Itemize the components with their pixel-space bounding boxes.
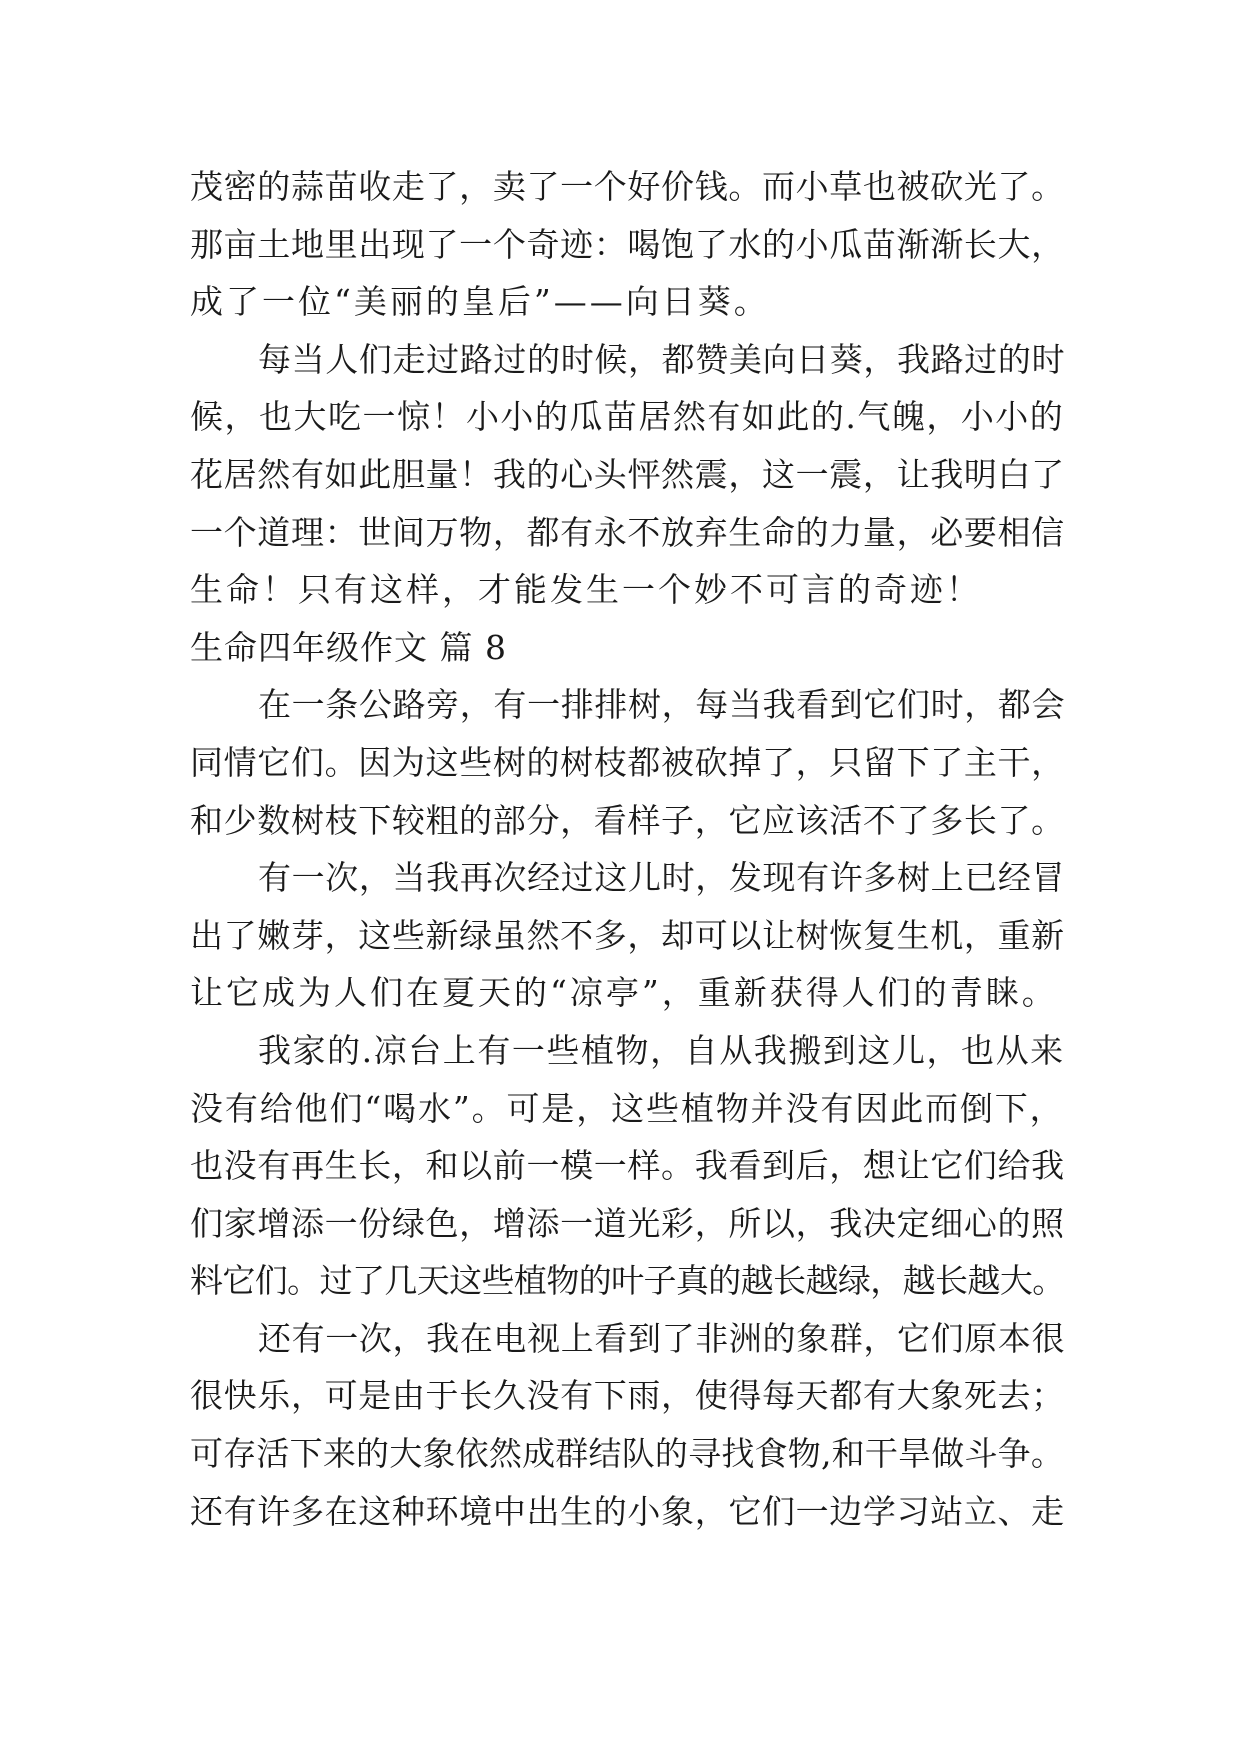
text-line: 和少数树枝下较粗的部分，看样子，它应该活不了多长了。: [190, 800, 1065, 840]
document-body: [190, 158, 1070, 1540]
text-line: 还有一次，我在电视上看到了非洲的象群，它们原本很: [258, 1318, 1066, 1358]
text-line: 每当人们走过路过的时候，都赞美向日葵，我路过的时: [258, 339, 1066, 379]
text-line: 出了嫩芽，这些新绿虽然不多，却可以让树恢复生机，重新: [190, 915, 1065, 955]
text-line: 一个道理：世间万物，都有永不放弃生命的力量，必要相信: [190, 512, 1065, 552]
text-line: 还有许多在这种环境中出生的小象，它们一边学习站立、走: [190, 1491, 1065, 1531]
text-line: 茂密的蒜苗收走了，卖了一个好价钱。而小草也被砍光了。: [190, 167, 1065, 206]
text-line: 花居然有如此胆量！我的心头怦然震，这一震，让我明白了: [190, 454, 1065, 494]
text-line: 成了一位“美丽的皇后”——向日葵。: [190, 282, 770, 322]
text-line: 在一条公路旁，有一排排树，每当我看到它们时，都会: [258, 685, 1066, 725]
text-line: 我家的.凉台上有一些植物，自从我搬到这儿，也从来: [258, 1030, 1065, 1070]
text-line: 没有给他们“喝水”。可是，这些植物并没有因此而倒下，: [190, 1088, 1065, 1128]
text-line: 生命！只有这样，才能发生一个妙不可言的奇迹！: [190, 570, 982, 610]
text-line: 候，也大吃一惊！小小的瓜苗居然有如此的.气魄，小小的: [190, 397, 1065, 437]
section-heading: 生命四年级作文 篇 8: [190, 627, 507, 667]
text-line: 可存活下来的大象依然成群结队的寻找食物,和干旱做斗争。: [190, 1434, 1065, 1474]
text-line: 们家增添一份绿色，增添一道光彩，所以，我决定细心的照: [190, 1203, 1065, 1243]
text-line: 料它们。过了几天这些植物的叶子真的越长越绿，越长越大。: [190, 1261, 1065, 1301]
text-line: 有一次，当我再次经过这儿时，发现有许多树上已经冒: [258, 858, 1066, 898]
text-line: 那亩土地里出现了一个奇迹：喝饱了水的小瓜苗渐渐长大，: [190, 224, 1065, 264]
text-line: 也没有再生长，和以前一模一样。我看到后，想让它们给我: [190, 1146, 1065, 1186]
text-line: 同情它们。因为这些树的树枝都被砍掉了，只留下了主干，: [190, 742, 1065, 782]
text-line: 让它成为人们在夏天的“凉亭”，重新获得人们的青睐。: [190, 973, 1058, 1013]
text-line: 很快乐，可是由于长久没有下雨，使得每天都有大象死去；: [190, 1376, 1065, 1416]
